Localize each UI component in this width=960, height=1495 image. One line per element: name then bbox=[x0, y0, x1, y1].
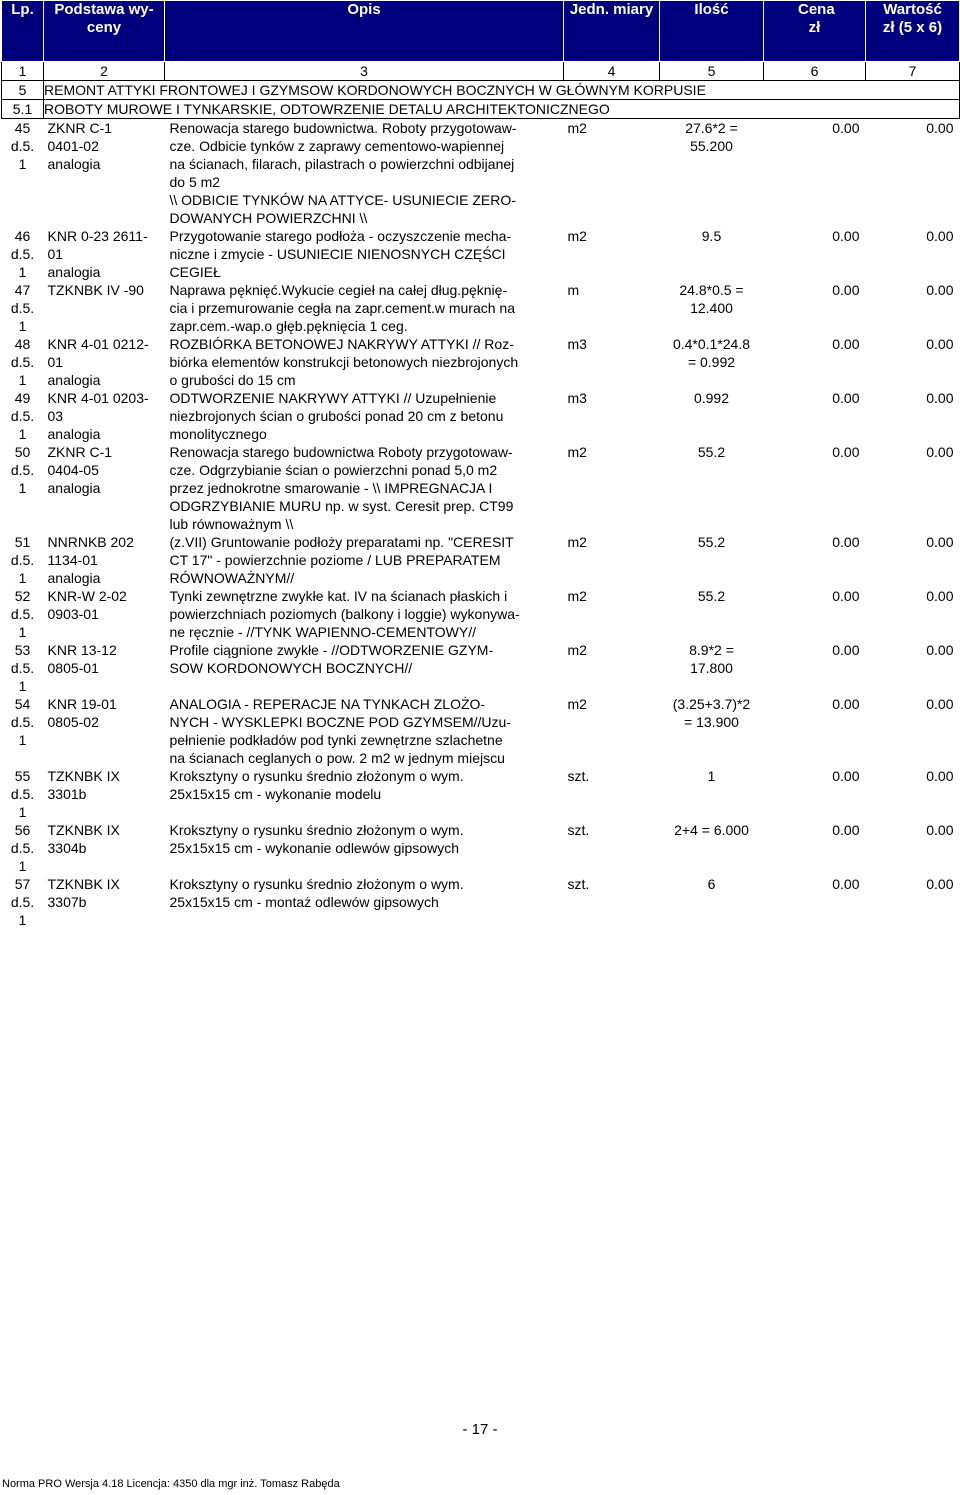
item-jm: m bbox=[567, 282, 580, 298]
item-cena: 0.00 bbox=[832, 822, 860, 838]
item-ilosc-line: 55.2 bbox=[697, 534, 726, 550]
page-number: - 17 - bbox=[462, 1421, 498, 1438]
item-ilosc-line: 55.2 bbox=[697, 444, 726, 460]
item-opis-line: Kroksztyny o rysunku średnio złożonym o wym. bbox=[169, 876, 464, 892]
column-number-row bbox=[2, 62, 960, 81]
item-ilosc bbox=[660, 335, 764, 389]
item-ilosc-line: 24.8*0.5 = bbox=[679, 282, 744, 298]
item-opis-line: biórka elementów konstrukcji betonowych niezbrojonych bbox=[169, 354, 519, 370]
item-podstawa bbox=[44, 335, 165, 389]
item-opis-line: przez jednokrotne smarowanie - \\ IMPREGNACJA I bbox=[169, 480, 493, 496]
section-number: 5 bbox=[2, 81, 44, 100]
item-podstawa bbox=[44, 281, 165, 335]
item-opis bbox=[165, 533, 564, 587]
item-opis bbox=[165, 587, 564, 641]
item-podstawa-line: 3304b bbox=[47, 840, 87, 856]
header-lp: Lp. bbox=[2, 1, 44, 62]
table-row bbox=[2, 875, 960, 929]
item-lp-line: 1 bbox=[18, 732, 27, 748]
item-lp-line: d.5. bbox=[10, 138, 35, 154]
item-podstawa bbox=[44, 767, 165, 821]
item-opis-line: 25x15x15 cm - montaż odlewów gipsowych bbox=[169, 894, 439, 910]
item-lp-line: 49 bbox=[14, 390, 31, 406]
item-wartosc: 0.00 bbox=[926, 588, 954, 604]
item-cena: 0.00 bbox=[832, 282, 860, 298]
item-opis bbox=[165, 119, 564, 228]
item-lp-line: 47 bbox=[14, 282, 31, 298]
item-lp-line: d.5. bbox=[10, 606, 35, 622]
items-body bbox=[2, 119, 960, 930]
item-opis-line: monolitycznego bbox=[169, 426, 267, 442]
item-podstawa-line: TZKNBK IX bbox=[47, 822, 120, 838]
item-opis bbox=[165, 335, 564, 389]
item-wartosc: 0.00 bbox=[926, 534, 954, 550]
item-cena: 0.00 bbox=[832, 642, 860, 658]
item-wartosc: 0.00 bbox=[926, 228, 954, 244]
item-ilosc-line: 0.4*0.1*24.8 bbox=[672, 336, 751, 352]
item-lp bbox=[2, 533, 44, 587]
item-lp bbox=[2, 875, 44, 929]
item-cena: 0.00 bbox=[832, 390, 860, 406]
item-opis-line: NYCH - WYSKLEPKI BOCZNE POD GZYMSEM//Uzu- bbox=[169, 714, 511, 730]
item-lp bbox=[2, 389, 44, 443]
item-podstawa-line: 0401-02 bbox=[47, 138, 99, 154]
item-opis-line: Profile ciągnione zwykłe - //ODTWORZENIE GZYM- bbox=[169, 642, 494, 658]
item-cena: 0.00 bbox=[832, 336, 860, 352]
item-podstawa-line: KNR 0-23 2611- bbox=[47, 228, 148, 244]
item-podstawa bbox=[44, 443, 165, 533]
item-ilosc-line: 12.400 bbox=[690, 300, 733, 316]
item-opis-line: Naprawa pęknięć.Wykucie cegieł na całej dług.pęknię- bbox=[169, 282, 508, 298]
item-ilosc-line: = 13.900 bbox=[684, 714, 739, 730]
item-opis-line: do 5 m2 bbox=[169, 174, 221, 190]
item-ilosc-line: 17.800 bbox=[690, 660, 733, 676]
item-opis-line: niczne i zmycie - USUNIECIE NIENOSNYCH CZĘŚCI bbox=[169, 246, 506, 262]
item-cena: 0.00 bbox=[832, 534, 860, 550]
item-lp bbox=[2, 443, 44, 533]
table-row bbox=[2, 587, 960, 641]
item-cena: 0.00 bbox=[832, 120, 860, 136]
item-opis-line: na ścianach, filarach, pilastrach o powierzchni odbijanej bbox=[169, 156, 515, 172]
item-podstawa-line: analogia bbox=[47, 570, 101, 586]
item-opis-line: cze. Odbicie tynków z zaprawy cementowo-wapiennej bbox=[169, 138, 505, 154]
item-opis-line: ODGRZYBIANIE MURU np. w syst. Ceresit prep. CT99 bbox=[169, 498, 514, 514]
table-row bbox=[2, 389, 960, 443]
item-wartosc: 0.00 bbox=[926, 642, 954, 658]
item-wartosc: 0.00 bbox=[926, 444, 954, 460]
item-podstawa-line: 3301b bbox=[47, 786, 87, 802]
colnum: 2 bbox=[44, 62, 165, 81]
subsection-row bbox=[2, 100, 960, 119]
item-ilosc-line: 0.992 bbox=[693, 390, 730, 406]
item-podstawa bbox=[44, 875, 165, 929]
item-opis-line: Renowacja starego budownictwa Roboty przygotowaw- bbox=[169, 444, 513, 460]
item-lp-line: 56 bbox=[14, 822, 31, 838]
table-row bbox=[2, 533, 960, 587]
item-lp-line: 1 bbox=[18, 156, 27, 172]
item-opis-line: ANALOGIA - REPERACJE NA TYNKACH ZLOŻO- bbox=[169, 696, 486, 712]
item-lp-line: 54 bbox=[14, 696, 31, 712]
table-row bbox=[2, 335, 960, 389]
item-lp-line: d.5. bbox=[10, 300, 35, 316]
item-opis-line: ODTWORZENIE NAKRYWY ATTYKI // Uzupełnienie bbox=[169, 390, 497, 406]
item-opis-line: DOWANYCH POWIERZCHNI \\ bbox=[169, 210, 368, 226]
item-wartosc: 0.00 bbox=[926, 768, 954, 784]
item-opis-line: zapr.cem.-wap.o głęb.pęknięcia 1 ceg. bbox=[169, 318, 408, 334]
table-row bbox=[2, 641, 960, 695]
item-lp-line: d.5. bbox=[10, 894, 35, 910]
item-lp bbox=[2, 821, 44, 875]
item-lp-line: 1 bbox=[18, 570, 27, 586]
item-ilosc bbox=[660, 587, 764, 641]
item-lp-line: 1 bbox=[18, 678, 27, 694]
item-jm: m2 bbox=[567, 696, 587, 712]
item-opis-line: cia i przemurowanie cegła na zapr.cement.w murach na bbox=[169, 300, 516, 316]
item-podstawa-line: 0805-01 bbox=[47, 660, 99, 676]
item-lp-line: d.5. bbox=[10, 246, 35, 262]
item-lp-line: 1 bbox=[18, 318, 27, 334]
item-podstawa bbox=[44, 533, 165, 587]
item-podstawa-line: TZKNBK IX bbox=[47, 876, 120, 892]
item-lp bbox=[2, 281, 44, 335]
item-podstawa-line: 0903-01 bbox=[47, 606, 99, 622]
item-opis-line: Kroksztyny o rysunku średnio złożonym o wym. bbox=[169, 768, 464, 784]
item-ilosc-line: 6 bbox=[707, 876, 716, 892]
section-row bbox=[2, 81, 960, 100]
item-opis-line: lub równoważnym \\ bbox=[169, 516, 294, 532]
item-wartosc: 0.00 bbox=[926, 696, 954, 712]
table-row bbox=[2, 821, 960, 875]
item-ilosc bbox=[660, 443, 764, 533]
item-lp bbox=[2, 227, 44, 281]
item-lp bbox=[2, 587, 44, 641]
item-jm: m2 bbox=[567, 642, 587, 658]
item-lp-line: d.5. bbox=[10, 714, 35, 730]
item-jm: szt. bbox=[567, 768, 590, 784]
item-lp-line: d.5. bbox=[10, 354, 35, 370]
item-podstawa bbox=[44, 641, 165, 695]
item-podstawa-line: KNR 4-01 0203- bbox=[47, 390, 149, 406]
item-opis bbox=[165, 695, 564, 767]
item-jm: m2 bbox=[567, 534, 587, 550]
item-ilosc-line: (3.25+3.7)*2 bbox=[672, 696, 751, 712]
item-lp-line: 1 bbox=[18, 372, 27, 388]
item-jm: m2 bbox=[567, 120, 587, 136]
item-ilosc-line: 55.2 bbox=[697, 588, 726, 604]
item-podstawa-line: ZKNR C-1 bbox=[47, 120, 113, 136]
item-ilosc bbox=[660, 389, 764, 443]
item-opis-line: ne ręcznie - //TYNK WAPIENNO-CEMENTOWY// bbox=[169, 624, 476, 640]
item-lp-line: 48 bbox=[14, 336, 31, 352]
item-podstawa bbox=[44, 227, 165, 281]
colnum: 6 bbox=[764, 62, 866, 81]
item-jm: szt. bbox=[567, 876, 590, 892]
item-opis-line: 25x15x15 cm - wykonanie odlewów gipsowych bbox=[169, 840, 459, 856]
item-podstawa-line: KNR 4-01 0212- bbox=[47, 336, 149, 352]
item-opis-line: \\ ODBICIE TYNKÓW NA ATTYCE- USUNIECIE ZERO- bbox=[169, 192, 516, 208]
item-opis bbox=[165, 641, 564, 695]
table-row bbox=[2, 695, 960, 767]
item-podstawa bbox=[44, 695, 165, 767]
header-opis: Opis bbox=[165, 1, 564, 62]
header-podstawa: Podstawa wy-ceny bbox=[44, 1, 165, 62]
item-lp bbox=[2, 695, 44, 767]
item-wartosc: 0.00 bbox=[926, 120, 954, 136]
item-lp bbox=[2, 641, 44, 695]
item-lp-line: 1 bbox=[18, 480, 27, 496]
item-jm: m2 bbox=[567, 444, 587, 460]
header-jm: Jedn. miary bbox=[564, 1, 660, 62]
item-lp-line: 1 bbox=[18, 426, 27, 442]
item-opis-line: 25x15x15 cm - wykonanie modelu bbox=[169, 786, 382, 802]
table-row bbox=[2, 443, 960, 533]
item-podstawa-line: analogia bbox=[47, 372, 101, 388]
item-opis-line: Renowacja starego budownictwa. Roboty przygotowaw- bbox=[169, 120, 517, 136]
item-ilosc bbox=[660, 767, 764, 821]
item-lp-line: 57 bbox=[14, 876, 31, 892]
item-ilosc bbox=[660, 281, 764, 335]
item-ilosc-line: 2+4 = 6.000 bbox=[674, 822, 749, 838]
item-opis bbox=[165, 281, 564, 335]
item-podstawa-line: TZKNBK IV -90 bbox=[47, 282, 144, 298]
item-ilosc bbox=[660, 641, 764, 695]
item-podstawa-line: analogia bbox=[47, 156, 101, 172]
header-cena: Cena zł bbox=[764, 1, 866, 62]
item-ilosc-line: 8.9*2 = bbox=[689, 642, 734, 658]
item-opis bbox=[165, 389, 564, 443]
item-ilosc-line: 55.200 bbox=[690, 138, 733, 154]
item-podstawa-line: ZKNR C-1 bbox=[47, 444, 113, 460]
item-podstawa-line: 03 bbox=[47, 408, 64, 424]
item-lp-line: d.5. bbox=[10, 408, 35, 424]
item-opis bbox=[165, 875, 564, 929]
table-row bbox=[2, 281, 960, 335]
item-lp-line: d.5. bbox=[10, 552, 35, 568]
subsection-number: 5.1 bbox=[2, 100, 44, 119]
item-opis bbox=[165, 767, 564, 821]
item-podstawa-line: 01 bbox=[47, 246, 64, 262]
table-header-row bbox=[2, 1, 960, 62]
item-ilosc-line: 1 bbox=[707, 768, 716, 784]
item-lp bbox=[2, 119, 44, 228]
item-podstawa-line: KNR 13-12 bbox=[47, 642, 117, 658]
item-wartosc: 0.00 bbox=[926, 390, 954, 406]
item-podstawa-line: 0404-05 bbox=[47, 462, 99, 478]
colnum: 5 bbox=[660, 62, 764, 81]
item-opis-line: RÓWNOWAŻNYM// bbox=[169, 570, 295, 586]
item-opis-line: Tynki zewnętrzne zwykłe kat. IV na ścianach płaskich i bbox=[169, 588, 508, 604]
item-lp-line: 55 bbox=[14, 768, 31, 784]
section-title: REMONT ATTYKI FRONTOWEJ I GZYMSOW KORDONOWYCH BOCZNYCH W GŁÓWNYM KORPUSIE bbox=[44, 81, 960, 100]
item-opis-line: na ścianach ceglanych o pow. 2 m2 w jednym miejscu bbox=[169, 750, 505, 766]
item-opis bbox=[165, 821, 564, 875]
item-podstawa bbox=[44, 821, 165, 875]
item-opis-line: ROZBIÓRKA BETONOWEJ NAKRYWY ATTYKI // Roz- bbox=[169, 336, 514, 352]
item-opis-line: niezbrojonych ścian o grubości ponad 20 cm z betonu bbox=[169, 408, 504, 424]
item-jm: m2 bbox=[567, 588, 587, 604]
item-lp-line: 1 bbox=[18, 804, 27, 820]
item-lp-line: 50 bbox=[14, 444, 31, 460]
item-ilosc-line: 9.5 bbox=[701, 228, 722, 244]
item-opis-line: cze. Odgrzybianie ścian o powierzchni ponad 5,0 m2 bbox=[169, 462, 498, 478]
item-cena: 0.00 bbox=[832, 768, 860, 784]
item-podstawa-line: 1134-01 bbox=[47, 552, 98, 568]
item-lp-line: 45 bbox=[14, 120, 31, 136]
item-opis bbox=[165, 227, 564, 281]
item-opis-line: pełnienie podkładów pod tynki zewnętrzne szlachetne bbox=[169, 732, 503, 748]
item-lp-line: d.5. bbox=[10, 660, 35, 676]
item-wartosc: 0.00 bbox=[926, 282, 954, 298]
item-ilosc bbox=[660, 533, 764, 587]
item-cena: 0.00 bbox=[832, 228, 860, 244]
item-opis-line: Kroksztyny o rysunku średnio złożonym o wym. bbox=[169, 822, 464, 838]
item-podstawa bbox=[44, 587, 165, 641]
item-lp-line: 52 bbox=[14, 588, 31, 604]
item-wartosc: 0.00 bbox=[926, 822, 954, 838]
item-opis bbox=[165, 443, 564, 533]
item-lp-line: 1 bbox=[18, 912, 27, 928]
item-lp bbox=[2, 767, 44, 821]
item-lp-line: d.5. bbox=[10, 462, 35, 478]
footer-license: Norma PRO Wersja 4.18 Licencja: 4350 dla mgr inż. Tomasz Rabęda bbox=[2, 1478, 340, 1490]
item-lp-line: 1 bbox=[18, 858, 27, 874]
item-wartosc: 0.00 bbox=[926, 876, 954, 892]
item-opis-line: Przygotowanie starego podłoża - oczyszczenie mecha- bbox=[169, 228, 512, 244]
colnum: 7 bbox=[866, 62, 960, 81]
item-podstawa-line: 0805-02 bbox=[47, 714, 99, 730]
colnum: 3 bbox=[165, 62, 564, 81]
item-cena: 0.00 bbox=[832, 444, 860, 460]
item-ilosc bbox=[660, 695, 764, 767]
item-opis-line: (z.VII) Gruntowanie podłoży preparatami np. "CERESIT bbox=[169, 534, 514, 550]
item-ilosc-line: = 0.992 bbox=[687, 354, 736, 370]
table-row bbox=[2, 767, 960, 821]
item-lp-line: 1 bbox=[18, 264, 27, 280]
table-row bbox=[2, 119, 960, 228]
item-wartosc: 0.00 bbox=[926, 336, 954, 352]
item-ilosc bbox=[660, 227, 764, 281]
item-cena: 0.00 bbox=[832, 876, 860, 892]
item-cena: 0.00 bbox=[832, 588, 860, 604]
item-cena: 0.00 bbox=[832, 696, 860, 712]
item-podstawa bbox=[44, 389, 165, 443]
item-podstawa-line: 3307b bbox=[47, 894, 87, 910]
item-lp-line: 46 bbox=[14, 228, 31, 244]
item-ilosc bbox=[660, 821, 764, 875]
item-podstawa-line: KNR 19-01 bbox=[47, 696, 117, 712]
subsection-title: ROBOTY MUROWE I TYNKARSKIE, ODTOWRZENIE DETALU ARCHITEKTONICZNEGO bbox=[44, 100, 960, 119]
item-opis-line: SOW KORDONOWYCH BOCZNYCH// bbox=[169, 660, 413, 676]
item-opis-line: o grubości do 15 cm bbox=[169, 372, 296, 388]
item-jm: m2 bbox=[567, 228, 587, 244]
item-jm: m3 bbox=[567, 336, 587, 352]
item-podstawa-line: KNR-W 2-02 bbox=[47, 588, 127, 604]
header-wartosc: Wartość zł (5 x 6) bbox=[866, 1, 960, 62]
item-podstawa-line: TZKNBK IX bbox=[47, 768, 120, 784]
item-opis-line: CEGIEŁ bbox=[169, 264, 221, 280]
item-ilosc bbox=[660, 119, 764, 228]
item-jm: szt. bbox=[567, 822, 590, 838]
cost-estimate-table bbox=[1, 0, 960, 929]
item-podstawa-line: analogia bbox=[47, 264, 101, 280]
item-lp-line: d.5. bbox=[10, 840, 35, 856]
item-podstawa-line: NNRNKB 202 bbox=[47, 534, 134, 550]
item-jm: m3 bbox=[567, 390, 587, 406]
item-ilosc bbox=[660, 875, 764, 929]
item-lp bbox=[2, 335, 44, 389]
item-podstawa bbox=[44, 119, 165, 228]
item-lp-line: d.5. bbox=[10, 786, 35, 802]
colnum: 4 bbox=[564, 62, 660, 81]
item-lp-line: 1 bbox=[18, 624, 27, 640]
table-row bbox=[2, 227, 960, 281]
item-opis-line: CT 17" - powierzchnie poziome / LUB PREPARATEM bbox=[169, 552, 501, 568]
item-podstawa-line: analogia bbox=[47, 480, 101, 496]
item-lp-line: 51 bbox=[14, 534, 31, 550]
colnum: 1 bbox=[2, 62, 44, 81]
item-podstawa-line: analogia bbox=[47, 426, 101, 442]
item-podstawa-line: 01 bbox=[47, 354, 64, 370]
header-ilosc: Ilość bbox=[660, 1, 764, 62]
item-opis-line: powierzchniach poziomych (balkony i loggie) wykonywa- bbox=[169, 606, 520, 622]
item-lp-line: 53 bbox=[14, 642, 31, 658]
item-ilosc-line: 27.6*2 = bbox=[685, 120, 738, 136]
